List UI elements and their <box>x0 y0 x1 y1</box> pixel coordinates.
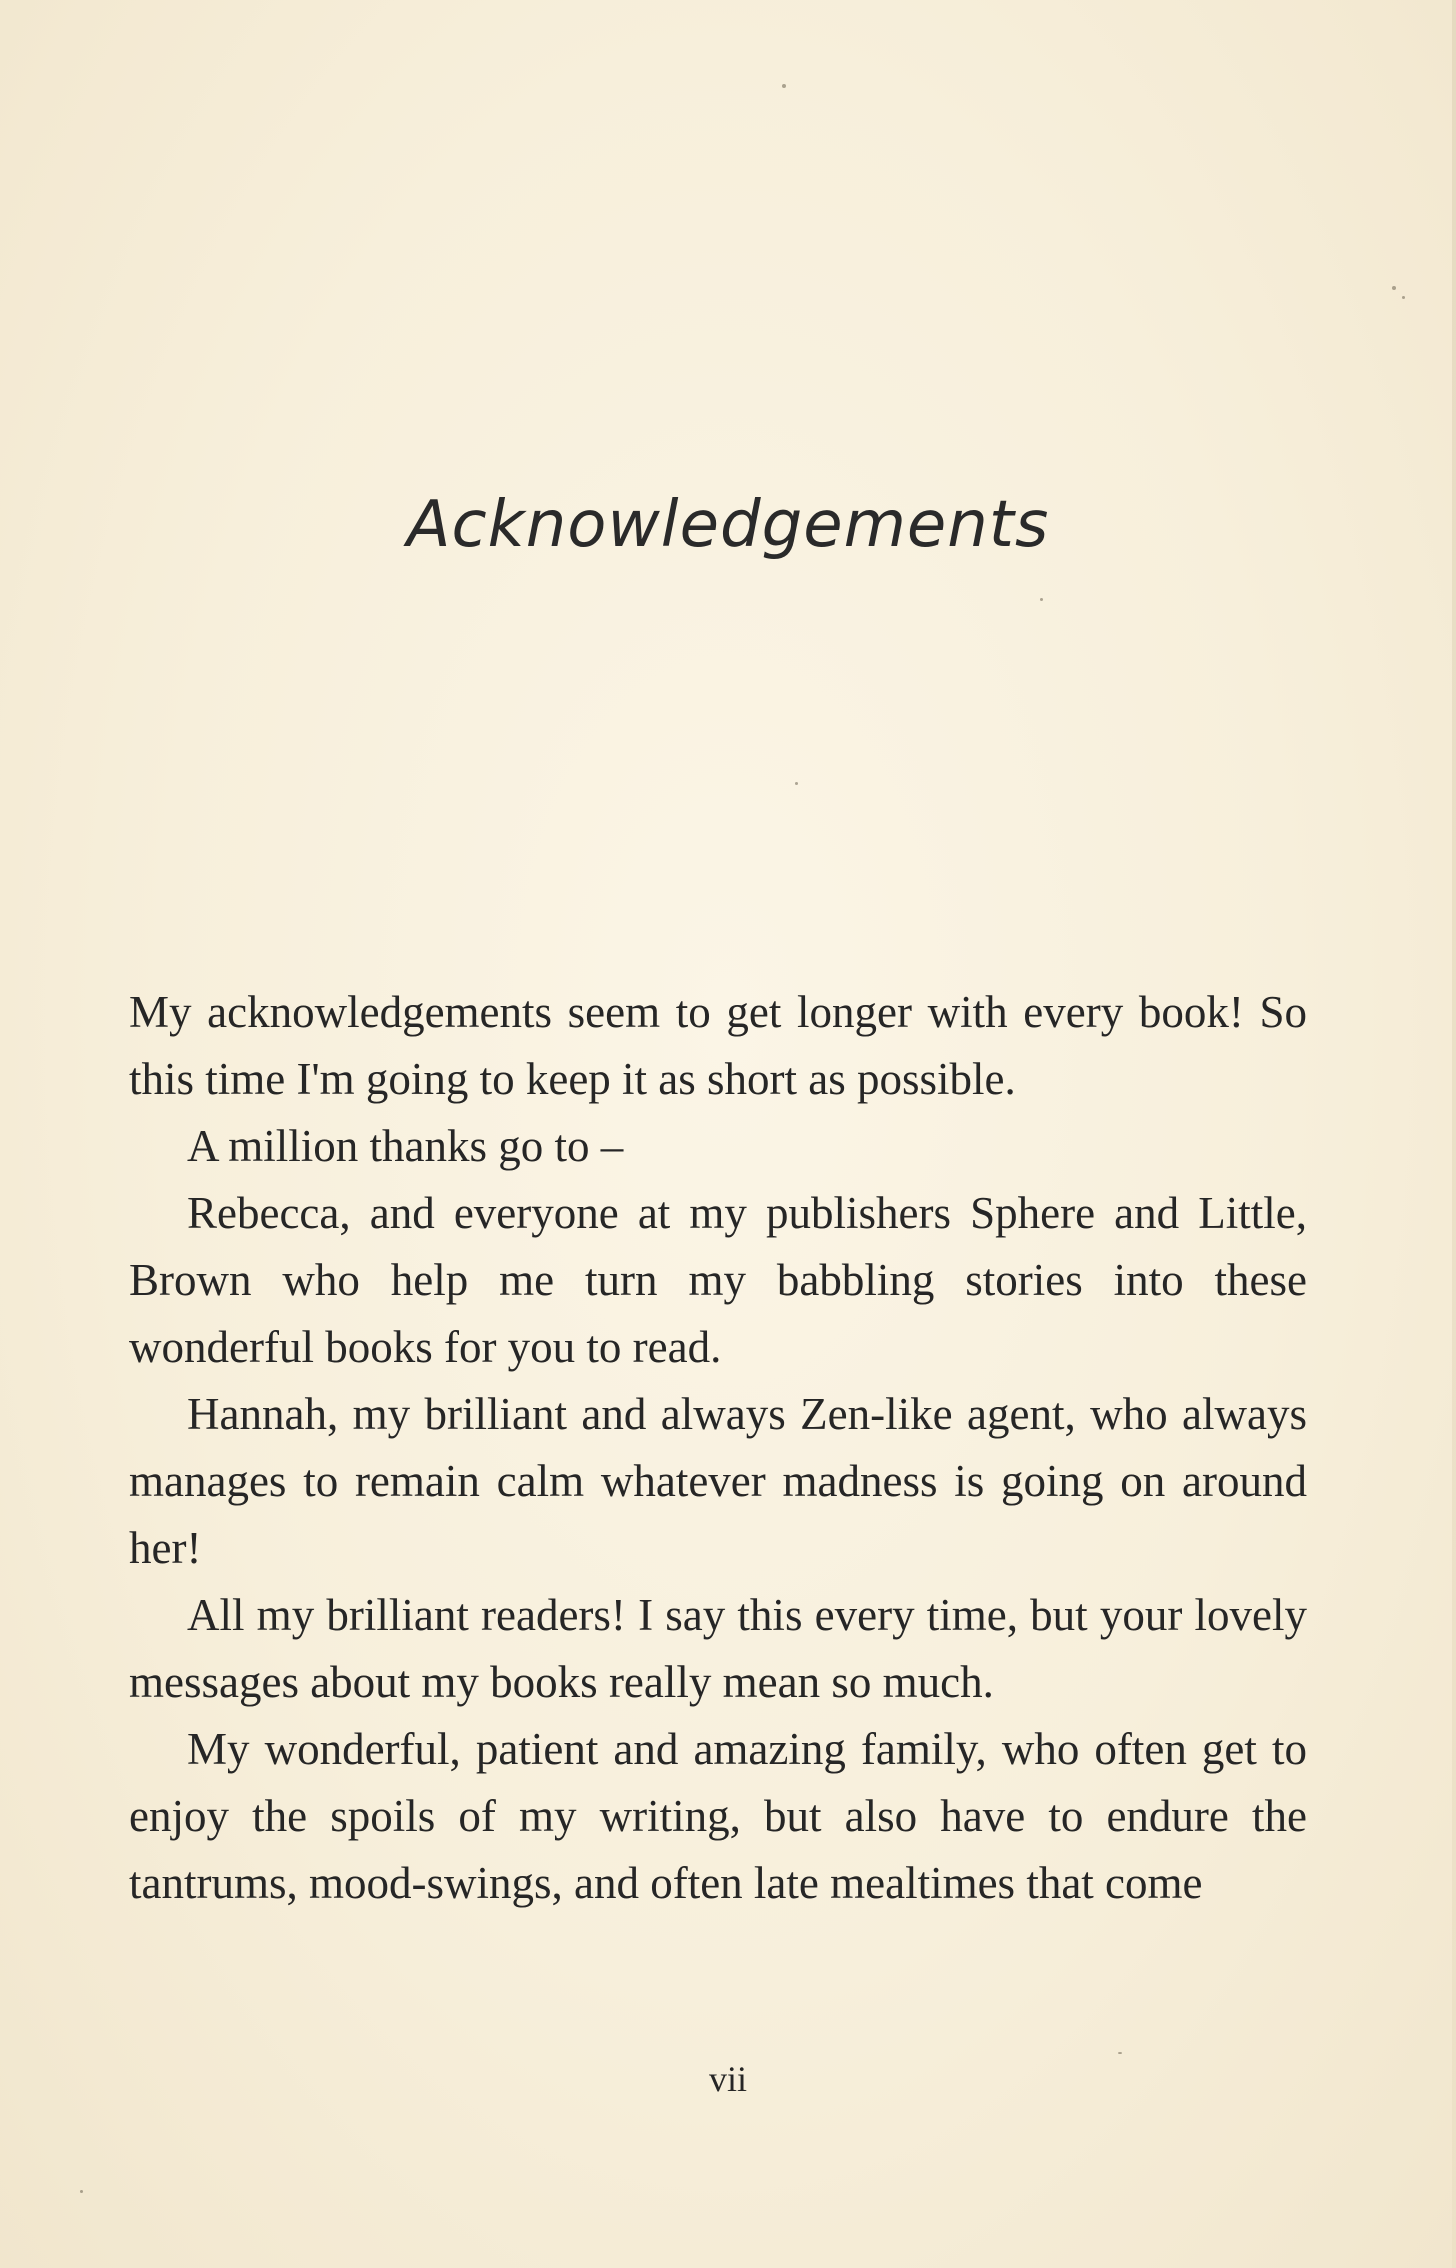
paper-speck <box>80 2190 83 2193</box>
paragraph: My acknowledgements seem to get longer with every book! So this time I'm going to keep it as short as possible. <box>129 987 1307 1104</box>
paragraph: Hannah, my brilliant and always Zen-like agent, who always manages to remain calm whatever madness is going on around her! <box>129 1389 1307 1573</box>
page-number: vii <box>708 2059 747 2099</box>
page-heading: Acknowledgements <box>406 488 1050 562</box>
paper-speck <box>782 84 786 88</box>
paragraph: All my brilliant readers! I say this every time, but your lovely messages about my books really mean so much. <box>129 1590 1307 1707</box>
paper-speck <box>1040 598 1043 601</box>
page-edge <box>1452 0 1456 2268</box>
acknowledgements-body <box>129 979 1307 1917</box>
paper-speck <box>1118 2052 1122 2054</box>
paper-speck <box>795 782 798 785</box>
paper-speck <box>1402 296 1405 299</box>
paragraph: My wonderful, patient and amazing family, who often get to enjoy the spoils of my writing, but also have to endure the tantrums, mood-swings, and often late mealtimes that come <box>129 1724 1307 1908</box>
paragraph: A million thanks go to – <box>187 1121 624 1171</box>
paragraph: Rebecca, and everyone at my publishers Sphere and Little, Brown who help me turn my babbling stories into these wonderful books for you to read. <box>129 1188 1307 1372</box>
paper-speck <box>1392 286 1396 290</box>
